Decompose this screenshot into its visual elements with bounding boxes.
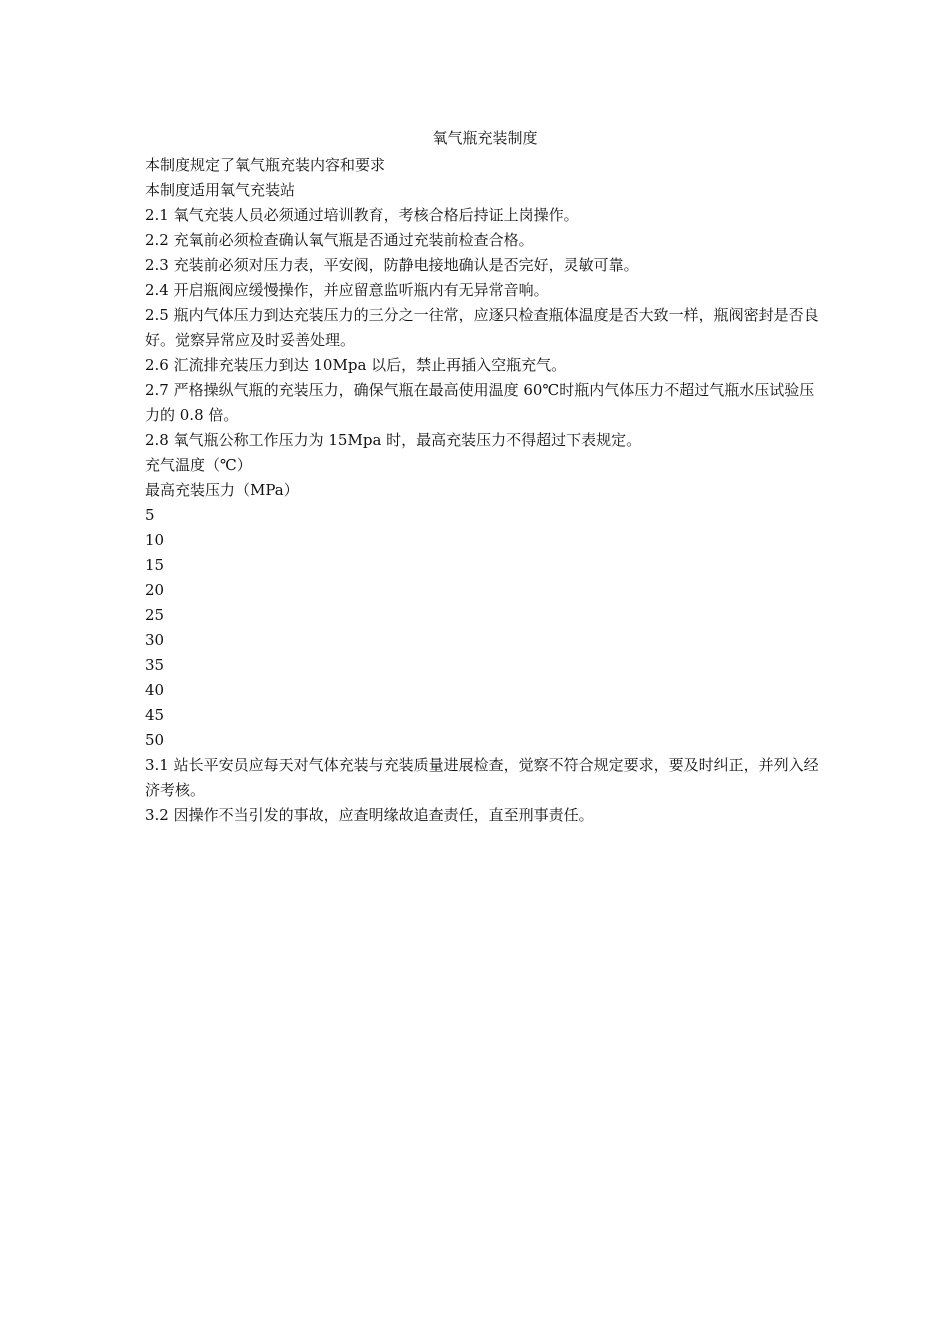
table-cell-temperature: 50 <box>145 731 165 749</box>
clause-2-4: 2.4 开启瓶阀应缓慢操作，并应留意监听瓶内有无异常音响。 <box>145 281 549 299</box>
table-cell-temperature: 10 <box>145 531 165 549</box>
clause-2-1: 2.1 氧气充装人员必须通过培训教育，考核合格后持证上岗操作。 <box>145 206 579 224</box>
intro-line: 本制度适用氧气充装站 <box>145 181 296 199</box>
table-cell-temperature: 30 <box>145 631 165 649</box>
clause-2-6: 2.6 汇流排充装压力到达 10Mpa 以后，禁止再插入空瓶充气。 <box>145 356 567 374</box>
clause-2-5: 2.5 瓶内气体压力到达充装压力的三分之一往常，应逐只检查瓶体温度是否大致一样，瓶阀密封是否良好。觉察异常应及时妥善处理。 <box>145 306 819 349</box>
table-header-pressure: 最高充装压力（MPa） <box>145 481 299 499</box>
table-cell-temperature: 35 <box>145 656 165 674</box>
table-header-temperature: 充气温度（℃） <box>145 456 252 474</box>
clause-2-3: 2.3 充装前必须对压力表，平安阀，防静电接地确认是否完好，灵敏可靠。 <box>145 256 639 274</box>
table-cell-temperature: 45 <box>145 706 165 724</box>
table-cell-temperature: 25 <box>145 606 165 624</box>
intro-line: 本制度规定了氧气瓶充装内容和要求 <box>145 156 386 174</box>
table-cell-temperature: 20 <box>145 581 165 599</box>
document-title: 氧气瓶充装制度 <box>432 129 538 147</box>
clause-2-8: 2.8 氧气瓶公称工作压力为 15Mpa 时，最高充装压力不得超过下表规定。 <box>145 431 642 449</box>
clause-3-1: 3.1 站长平安员应每天对气体充装与充装质量进展检查，觉察不符合规定要求，要及时纠正，并列入经济考核。 <box>145 756 819 799</box>
document-page <box>145 128 825 828</box>
table-cell-temperature: 40 <box>145 681 165 699</box>
clause-2-7: 2.7 严格操纵气瓶的充装压力，确保气瓶在最高使用温度 60℃时瓶内气体压力不超过气瓶水压试验压力的 0.8 倍。 <box>145 381 815 424</box>
clause-3-2: 3.2 因操作不当引发的事故，应查明缘故追查责任，直至刑事责任。 <box>145 806 594 824</box>
clause-2-2: 2.2 充氧前必须检查确认氧气瓶是否通过充装前检查合格。 <box>145 231 534 249</box>
table-cell-temperature: 5 <box>145 506 155 524</box>
table-cell-temperature: 15 <box>145 556 165 574</box>
